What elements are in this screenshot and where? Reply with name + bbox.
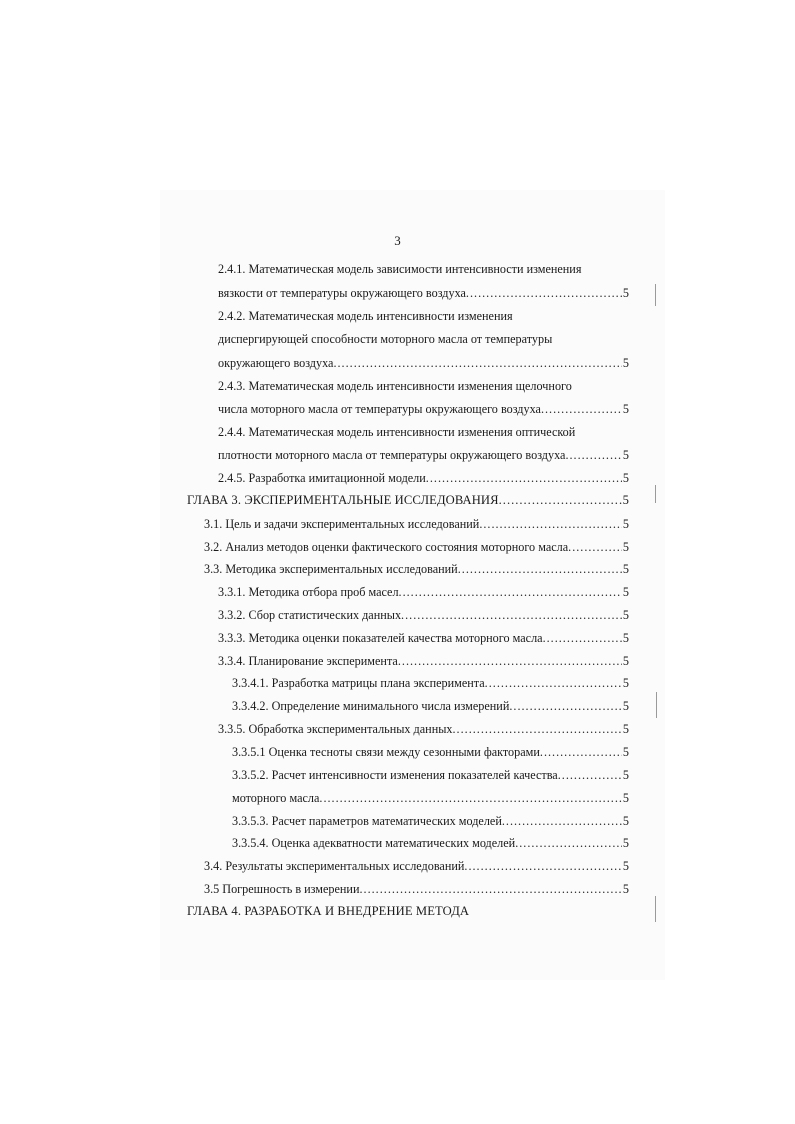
leader-dots xyxy=(458,559,622,579)
toc-page-number: 5 xyxy=(622,517,629,531)
leader-dots xyxy=(319,788,622,808)
toc-entry-text: 3.3.4.2. Определение минимального числа измерений xyxy=(232,699,510,713)
leader-dots xyxy=(541,399,622,419)
leader-dots xyxy=(426,468,622,488)
toc-page-number: 5 xyxy=(622,585,629,599)
toc-page-number: 5 xyxy=(622,791,629,805)
leader-dots xyxy=(464,856,622,876)
toc-entry-3-3-5-4 xyxy=(232,833,629,853)
leader-dots xyxy=(502,811,622,831)
toc-entry-text: числа моторного масла от температуры окружающего воздуха xyxy=(218,402,541,416)
leader-dots xyxy=(515,833,622,853)
leader-dots xyxy=(466,283,622,303)
leader-dots xyxy=(359,879,621,899)
toc-page-number: 5 xyxy=(622,768,629,782)
leader-dots xyxy=(565,445,621,465)
toc-page-number: 5 xyxy=(622,471,629,485)
toc-page-number: 5 xyxy=(622,493,629,507)
toc-entry-3-4 xyxy=(204,856,629,876)
toc-entry-3-5 xyxy=(204,879,629,899)
toc-entry-2-4-3-cont xyxy=(218,399,629,419)
toc-chapter-3 xyxy=(187,490,629,510)
scan-artifact-mark xyxy=(656,692,657,718)
toc-page-number: 5 xyxy=(622,882,629,896)
toc-entry-2-4-1 xyxy=(218,259,629,279)
toc-entry-2-4-2-cont xyxy=(218,329,629,349)
toc-page-number: 5 xyxy=(622,654,629,668)
toc-entry-2-4-3 xyxy=(218,376,629,396)
toc-entry-text: 3.1. Цель и задачи экспериментальных исследований xyxy=(204,517,480,531)
toc-entry-text: 3.3. Методика экспериментальных исследований xyxy=(204,562,458,576)
toc-page-number: 5 xyxy=(622,608,629,622)
toc-entry-text: 3.3.4.1. Разработка матрицы плана эксперимента xyxy=(232,676,485,690)
toc-entry-text: 3.2. Анализ методов оценки фактического состояния моторного масла xyxy=(204,540,569,554)
toc-entry-text: 3.3.5.4. Оценка адекватности математических моделей xyxy=(232,836,516,850)
toc-entry-2-4-4-cont xyxy=(218,445,629,465)
toc-entry-text: моторного масла xyxy=(232,791,320,805)
toc-entry-text: 3.3.3. Методика оценки показателей качества моторного масла xyxy=(218,631,543,645)
leader-dots xyxy=(399,582,622,602)
toc-page-number: 5 xyxy=(622,631,629,645)
toc-entry-text: плотности моторного масла от температуры окружающего воздуха xyxy=(218,448,566,462)
toc-entry-3-3-5-3 xyxy=(232,811,629,831)
toc-entry-text: 3.3.5.3. Расчет параметров математических моделей xyxy=(232,814,502,828)
toc-entry-3-3-2 xyxy=(218,605,629,625)
toc-entry-text: 3.3.1. Методика отбора проб масел xyxy=(218,585,399,599)
toc-entry-3-3-5-2 xyxy=(232,765,629,785)
toc-entry-text: ГЛАВА 3. ЭКСПЕРИМЕНТАЛЬНЫЕ ИССЛЕДОВАНИЯ xyxy=(187,493,499,507)
toc-entry-text: 2.4.2. Математическая модель интенсивности изменения xyxy=(218,309,513,323)
toc-entry-3-3-4-1 xyxy=(232,673,629,693)
toc-page-number: 5 xyxy=(622,286,629,300)
toc-entry-text: 3.3.4. Планирование эксперимента xyxy=(218,654,398,668)
toc-entry-2-4-2-cont xyxy=(218,353,629,373)
toc-page-number: 5 xyxy=(622,722,629,736)
toc-entry-text: 3.3.5.2. Расчет интенсивности изменения показателей качества xyxy=(232,768,558,782)
toc-entry-3-3-5 xyxy=(218,719,629,739)
leader-dots xyxy=(453,719,622,739)
leader-dots xyxy=(479,514,622,534)
toc-entry-3-3-3 xyxy=(218,628,629,648)
toc-entry-text: 3.5 Погрешность в измерении xyxy=(204,882,360,896)
leader-dots xyxy=(398,651,622,671)
toc-entry-text: вязкости от температуры окружающего воздуха xyxy=(218,286,466,300)
toc-entry-text: 2.4.5. Разработка имитационной модели xyxy=(218,471,426,485)
toc-page-number: 5 xyxy=(622,859,629,873)
toc-chapter-4 xyxy=(187,901,629,921)
page-number: 3 xyxy=(394,233,401,248)
toc-entry-text: 2.4.1. Математическая модель зависимости интенсивности изменения xyxy=(218,262,582,276)
leader-dots xyxy=(333,353,621,373)
toc-page-number: 5 xyxy=(622,448,629,462)
toc-entry-3-3-1 xyxy=(218,582,629,602)
toc-entry-text: 2.4.3. Математическая модель интенсивности изменения щелочного xyxy=(218,379,572,393)
toc-entry-3-3-5-2-cont xyxy=(232,788,629,808)
toc-entry-3-3 xyxy=(204,559,629,579)
toc-entry-2-4-5 xyxy=(218,468,629,488)
toc-entry-text: 3.3.5. Обработка экспериментальных данных xyxy=(218,722,453,736)
leader-dots xyxy=(540,742,622,762)
toc-entry-text: 3.3.2. Сбор статистических данных xyxy=(218,608,402,622)
toc-entry-3-3-4-2 xyxy=(232,696,629,716)
toc-entry-3-2 xyxy=(204,537,629,557)
leader-dots xyxy=(485,673,622,693)
toc-page-number: 5 xyxy=(622,699,629,713)
toc-page-number: 5 xyxy=(622,745,629,759)
leader-dots xyxy=(401,605,622,625)
leader-dots xyxy=(568,537,622,557)
leader-dots xyxy=(543,628,622,648)
toc-page-number: 5 xyxy=(622,814,629,828)
leader-dots xyxy=(499,490,622,510)
scan-artifact-mark xyxy=(655,896,656,922)
leader-dots xyxy=(558,765,622,785)
toc-entry-text: 2.4.4. Математическая модель интенсивности изменения оптической xyxy=(218,425,576,439)
toc-entry-2-4-2 xyxy=(218,306,629,326)
scan-artifact-mark xyxy=(655,284,656,306)
toc-page-number: 5 xyxy=(622,676,629,690)
toc-entry-text: окружающего воздуха xyxy=(218,356,334,370)
toc-entry-text: диспергирующей способности моторного масла от температуры xyxy=(218,332,553,346)
toc-page-number: 5 xyxy=(622,540,629,554)
toc-entry-text: ГЛАВА 4. РАЗРАБОТКА И ВНЕДРЕНИЕ МЕТОДА xyxy=(187,904,470,918)
leader-dots xyxy=(509,696,622,716)
toc-entry-3-3-4 xyxy=(218,651,629,671)
toc-entry-3-1 xyxy=(204,514,629,534)
toc-entry-text: 3.3.5.1 Оценка тесноты связи между сезонными факторами xyxy=(232,745,540,759)
toc-entry-text: 3.4. Результаты экспериментальных исследований xyxy=(204,859,465,873)
scan-artifact-mark xyxy=(655,485,656,503)
toc-entry-2-4-4 xyxy=(218,422,629,442)
toc-page-number: 5 xyxy=(622,402,629,416)
toc-entry-3-3-5-1 xyxy=(232,742,629,762)
toc-page-number: 5 xyxy=(622,562,629,576)
toc-page-number: 5 xyxy=(622,836,629,850)
toc-entry-2-4-1-cont xyxy=(218,283,629,303)
toc-page-number: 5 xyxy=(622,356,629,370)
